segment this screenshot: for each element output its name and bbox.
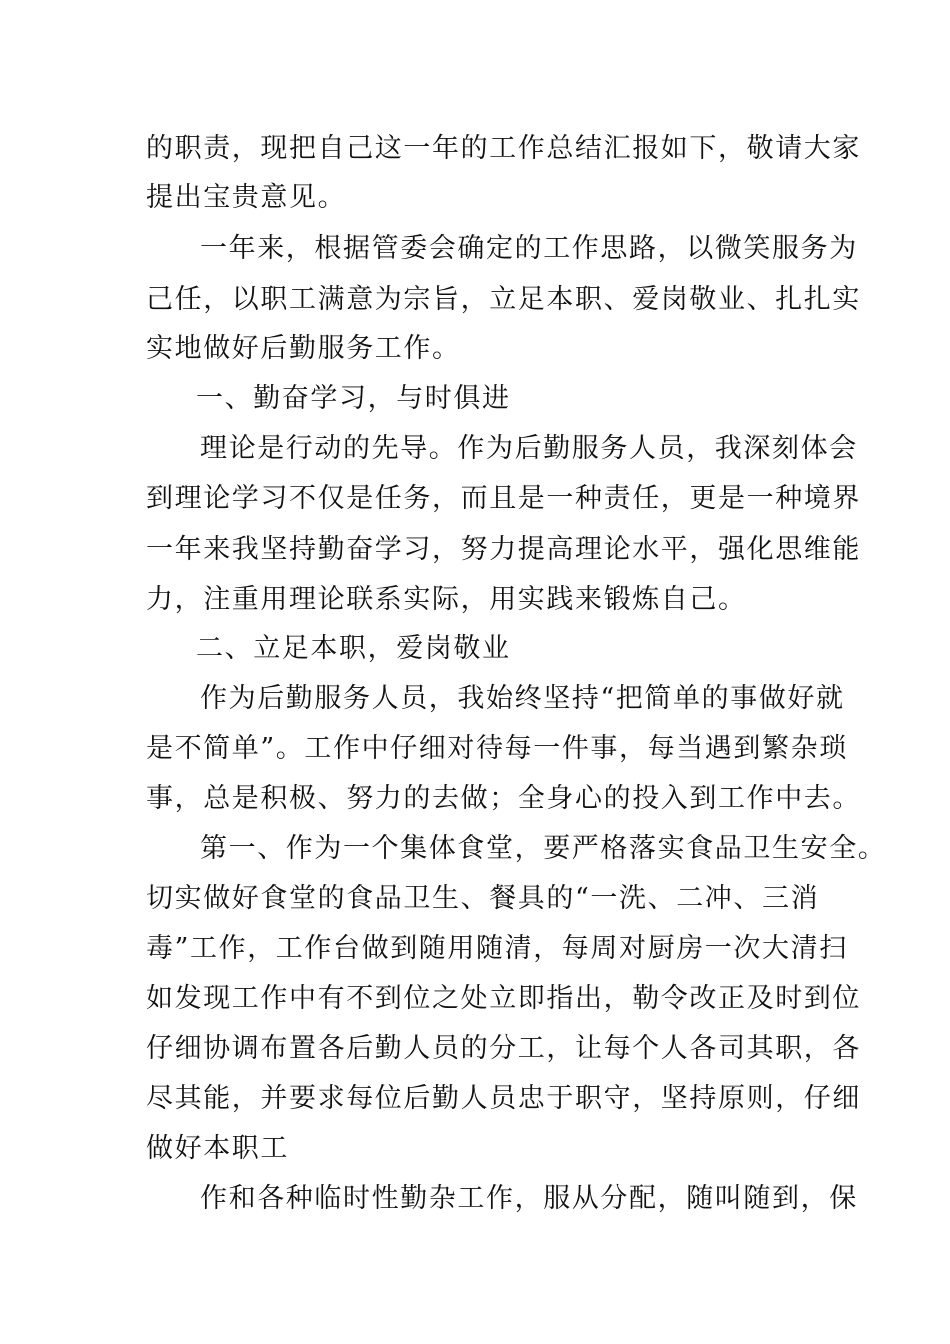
section-heading: 一、勤奋学习，与时俱进 xyxy=(196,383,511,414)
section-heading: 二、立足本职，爱岗敬业 xyxy=(196,633,511,664)
text-line: 力，注重用理论联系实际，用实践来锻炼自己。 xyxy=(146,584,747,615)
text-line: 如发现工作中有不到位之处立即指出，勒令改正及时到位 xyxy=(146,983,861,1014)
paragraph-first-line: 一年来，根据管委会确定的工作思路，以微笑服务为 xyxy=(200,233,858,264)
text-line: 己任，以职工满意为宗旨，立足本职、爱岗敬业、扎扎实 xyxy=(146,284,861,315)
text-line: 尽其能，并要求每位后勤人员忠于职守，坚持原则，仔细 xyxy=(146,1083,861,1114)
text-line: 实地做好后勤服务工作。 xyxy=(146,333,461,364)
text-line: 做好本职工 xyxy=(146,1133,289,1164)
text-line: 一年来我坚持勤奋学习，努力提高理论水平，强化思维能 xyxy=(146,534,861,565)
text-line: 的职责，现把自己这一年的工作总结汇报如下，敬请大家 xyxy=(146,133,861,164)
text-line: 切实做好食堂的食品卫生、餐具的“一洗、二冲、三消 xyxy=(146,883,820,914)
paragraph-first-line: 理论是行动的先导。作为后勤服务人员，我深刻体会 xyxy=(200,433,858,464)
paragraph-first-line: 作为后勤服务人员，我始终坚持“把简单的事做好就 xyxy=(200,683,845,714)
paragraph-first-line: 作和各种临时性勤杂工作，服从分配，随叫随到，保 xyxy=(200,1183,858,1214)
text-line: 毒”工作，工作台做到随用随清，每周对厨房一次大清扫 xyxy=(146,933,848,964)
paragraph-first-line: 第一、作为一个集体食堂，要严格落实食品卫生安全。 xyxy=(200,833,887,864)
text-line: 是不简单”。工作中仔细对待每一件事，每当遇到繁杂琐 xyxy=(146,733,848,764)
text-line: 提出宝贵意见。 xyxy=(146,182,347,213)
text-line: 事，总是积极、努力的去做；全身心的投入到工作中去。 xyxy=(146,783,861,814)
text-line: 到理论学习不仅是任务，而且是一种责任，更是一种境界 xyxy=(146,483,861,514)
text-line: 仔细协调布置各后勤人员的分工，让每个人各司其职，各 xyxy=(146,1033,861,1064)
